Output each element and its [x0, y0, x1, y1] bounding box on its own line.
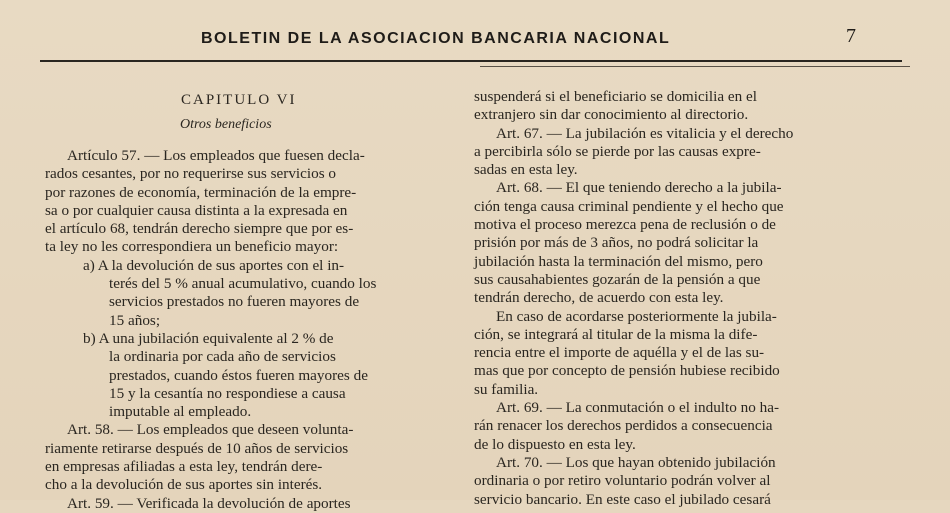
- text-line: el artículo 68, tendrán derecho siempre que por es-: [45, 220, 354, 238]
- text-line: cho a la devolución de sus aportes sin interés.: [45, 476, 323, 494]
- running-header-title: BOLETIN DE LA ASOCIACION BANCARIA NACIONAL: [201, 30, 671, 47]
- text-line: b) A una jubilación equivalente al 2 % de: [83, 329, 334, 347]
- text-line: riamente retirarse después de 10 años de servicios: [45, 439, 349, 457]
- text-line: suspenderá si el beneficiario se domicilia en el: [474, 88, 757, 105]
- text-line: la ordinaria por cada año de servicios: [109, 348, 336, 366]
- chapter-subtitle: Otros beneficios: [180, 117, 272, 132]
- text-line: a) A la devolución de sus aportes con el in-: [83, 256, 345, 274]
- text-line: imputable al empleado.: [109, 403, 252, 421]
- text-line: motiva el proceso merezca pena de reclusión o de: [474, 216, 776, 234]
- page-number: 7: [846, 25, 856, 47]
- header-rule: [40, 60, 902, 62]
- text-line: Artículo 57. — Los empleados que fuesen decla-: [67, 147, 365, 164]
- text-line: extranjero sin dar conocimiento al directorio.: [474, 106, 749, 124]
- text-line: sus causahabientes gozarán de la pensión a que: [474, 270, 761, 288]
- text-line: Art. 69. — La conmutación o el indulto no ha-: [496, 399, 780, 417]
- text-line: rados cesantes, por no requerirse sus servicios o: [45, 165, 337, 183]
- text-line: terés del 5 % anual acumulativo, cuando los: [109, 275, 377, 293]
- right-column: [474, 88, 894, 509]
- text-line: ción, se integrará al titular de la misma la dife-: [474, 325, 758, 343]
- text-line: Art. 58. — Los empleados que deseen volunta-: [67, 421, 354, 439]
- text-line: de lo dispuesto en esta ley.: [474, 435, 636, 453]
- text-line: sadas en esta ley.: [474, 161, 578, 179]
- text-line: rencia entre el importe de aquélla y el de las su-: [474, 344, 765, 362]
- text-line: Art. 67. — La jubilación es vitalicia y el derecho: [496, 124, 794, 142]
- chapter-title: CAPITULO VI: [181, 92, 297, 108]
- text-line: por razones de economía, terminación de la empre-: [45, 183, 357, 201]
- text-line: 15 y la cesantía no respondiese a causa: [109, 384, 346, 402]
- text-line: ción tenga causa criminal pendiente y el hecho que: [474, 197, 784, 215]
- text-line: en empresas afiliadas a esta ley, tendrán dere-: [45, 458, 323, 476]
- text-line: jubilación hasta la terminación del mismo, pero: [474, 252, 763, 270]
- text-line: a percibirla sólo se pierde por las causas expre-: [474, 142, 761, 160]
- text-line: mas que por concepto de pensión hubiese recibido: [474, 362, 780, 380]
- text-line: Art. 59. — Verificada la devolución de aportes: [67, 494, 351, 512]
- left-column: [45, 147, 455, 513]
- text-line: ordinaria o por retiro voluntario podrán volver al: [474, 472, 771, 490]
- text-line: tendrán derecho, de acuerdo con esta ley.: [474, 289, 724, 307]
- header-rule-secondary: [480, 66, 910, 67]
- text-line: En caso de acordarse posteriormente la jubila-: [496, 307, 777, 325]
- text-line: sa o por cualquier causa distinta a la expresada en: [45, 201, 348, 219]
- text-line: prestados, cuando éstos fueren mayores de: [109, 366, 368, 384]
- text-line: servicios prestados no fueren mayores de: [109, 293, 360, 311]
- text-line: ta ley no les correspondiera un beneficio mayor:: [45, 238, 339, 256]
- text-line: prisión por más de 3 años, no podrá solicitar la: [474, 234, 759, 252]
- text-line: servicio bancario. En este caso el jubilado cesará: [474, 490, 771, 508]
- text-line: 15 años;: [109, 311, 161, 329]
- text-line: su familia.: [474, 380, 539, 398]
- text-line: Art. 70. — Los que hayan obtenido jubilación: [496, 453, 776, 471]
- text-line: Art. 68. — El que teniendo derecho a la jubila-: [496, 179, 782, 197]
- text-line: rán renacer los derechos perdidos a consecuencia: [474, 417, 773, 435]
